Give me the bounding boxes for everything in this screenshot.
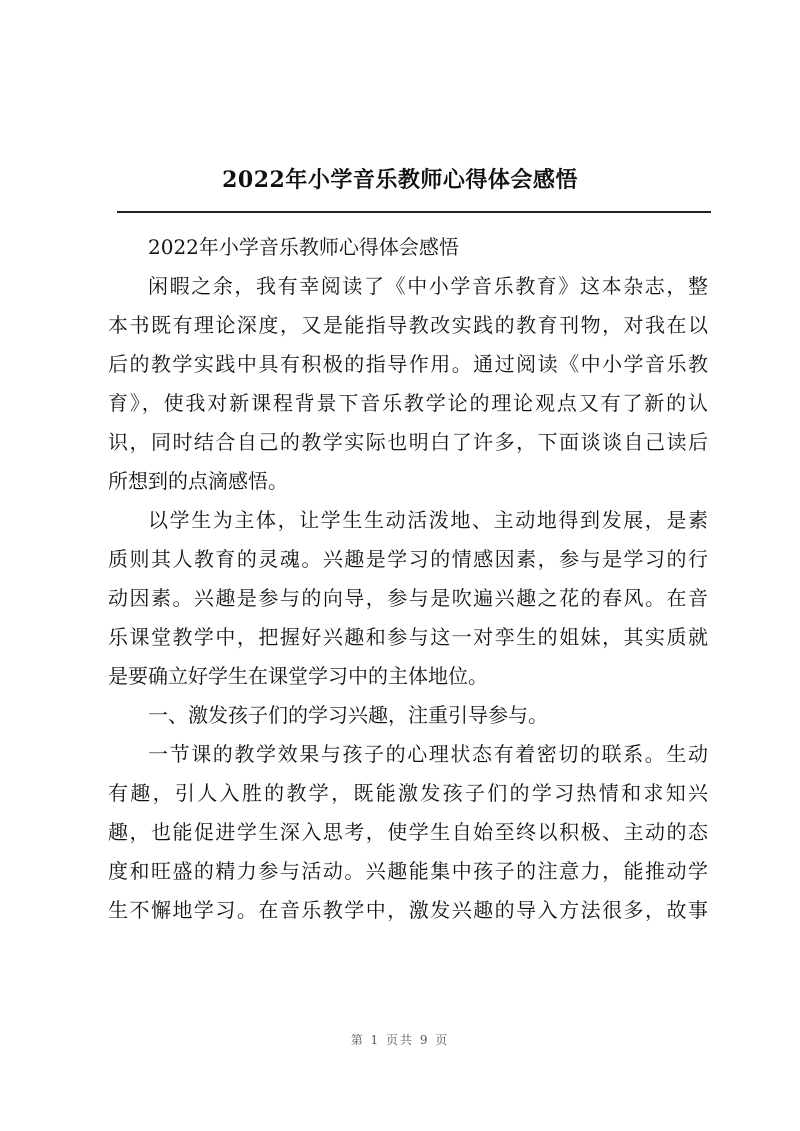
title-divider [117, 211, 711, 213]
paragraph-3-line-5: 是要确立好学生在课堂学习中的主体地位。 [108, 664, 488, 688]
paragraph-5-line-1: 一节课的教学效果与孩子的心理状态有着密切的联系。生动 [148, 742, 708, 766]
document-body [108, 228, 708, 930]
paragraph-2-line-3: 后的教学实践中具有积极的指导作用。通过阅读《中小学音乐教 [108, 352, 708, 376]
paragraph-2-line-5: 识，同时结合自己的教学实际也明白了许多，下面谈谈自己读后 [108, 430, 708, 454]
paragraph-2-line-4: 育》，使我对新课程背景下音乐教学论的理论观点又有了新的认 [108, 391, 708, 415]
page-title: 2022年小学音乐教师心得体会感悟 [222, 167, 578, 193]
paragraph-2-line-1: 闲暇之余，我有幸阅读了《中小学音乐教育》这本杂志，整 [148, 274, 708, 298]
paragraph-3-line-2: 质则其人教育的灵魂。兴趣是学习的情感因素，参与是学习的行 [108, 547, 708, 571]
paragraph-5-line-4: 度和旺盛的精力参与活动。兴趣能集中孩子的注意力，能推动学 [108, 859, 708, 883]
section-heading-1: 一、激发孩子们的学习兴趣，注重引导参与。 [148, 703, 548, 727]
paragraph-5-line-2: 有趣，引人入胜的教学，既能激发孩子们的学习热情和求知兴 [108, 781, 708, 805]
paragraph-5-line-3: 趣，也能促进学生深入思考，使学生自始至终以积极、主动的态 [108, 820, 708, 844]
paragraph-2-line-6: 所想到的点滴感悟。 [108, 469, 288, 493]
page-number-footer: 第 1 页共 9 页 [350, 1033, 450, 1047]
paragraph-2-line-2: 本书既有理论深度，又是能指导教改实践的教育刊物，对我在以 [108, 313, 708, 337]
paragraph-1-line-1: 2022年小学音乐教师心得体会感悟 [148, 235, 459, 259]
paragraph-3-line-3: 动因素。兴趣是参与的向导，参与是吹遍兴趣之花的春风。在音 [108, 586, 708, 610]
paragraph-3-line-1: 以学生为主体，让学生生动活泼地、主动地得到发展，是素 [148, 508, 708, 532]
paragraph-3-line-4: 乐课堂教学中，把握好兴趣和参与这一对孪生的姐妹，其实质就 [108, 625, 708, 649]
paragraph-5-line-5: 生不懈地学习。在音乐教学中，激发兴趣的导入方法很多，故事 [108, 898, 708, 922]
